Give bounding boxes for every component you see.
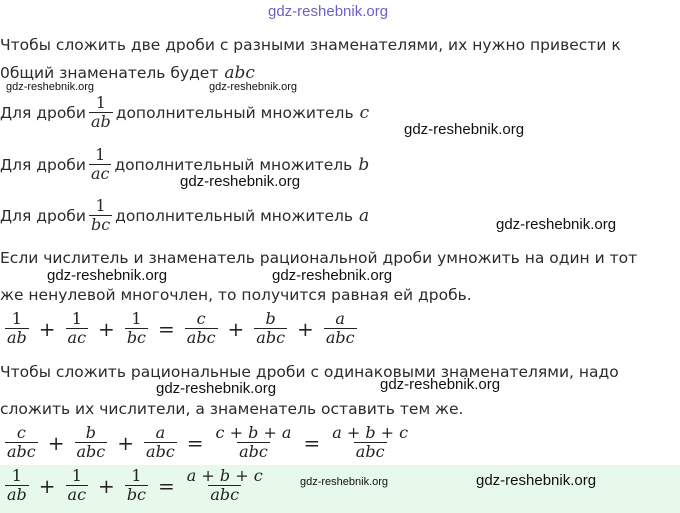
plus-sign: + — [98, 316, 115, 341]
fraction-numerator: 1 — [71, 466, 82, 485]
equals-sign: = — [158, 473, 175, 498]
equals-sign: = — [158, 316, 175, 341]
fraction — [144, 424, 177, 461]
fraction-numerator: a + b + c — [332, 423, 409, 442]
fraction-denominator: abc — [325, 328, 355, 347]
watermark: gdz-reshebnik.org — [6, 81, 95, 93]
fraction — [254, 310, 287, 347]
multiplier-value: a — [359, 205, 370, 226]
plus-sign: + — [98, 473, 115, 498]
fraction-denominator: abc — [7, 442, 36, 461]
fraction — [185, 310, 218, 347]
multiplier-prefix: Для дроби — [0, 155, 86, 174]
answer-equation — [2, 467, 268, 504]
multiplier-value: b — [358, 154, 370, 175]
fraction — [89, 197, 112, 234]
fraction-denominator: abc — [186, 328, 216, 347]
plus-sign: + — [38, 473, 56, 498]
fraction — [5, 467, 29, 504]
fraction-numerator: 1 — [131, 466, 142, 485]
fraction-numerator: c — [196, 309, 206, 328]
watermark: gdz-reshebnik.org — [209, 81, 298, 93]
fraction-numerator: 1 — [11, 466, 22, 485]
fraction-numerator: c — [16, 423, 26, 442]
fraction — [5, 424, 38, 461]
rule1-line-2: же ненулевой многочлен, то получится равная ей дробь. — [0, 286, 472, 304]
multiplier-suffix: дополнительный множитель — [114, 155, 353, 174]
fraction-numerator: a — [155, 423, 166, 442]
plus-sign: + — [297, 316, 314, 341]
fraction — [66, 310, 89, 347]
fraction-numerator: a — [335, 309, 345, 328]
multiplier-prefix: Для дроби — [0, 103, 86, 122]
fraction — [185, 467, 265, 504]
fraction-denominator: abc — [210, 485, 240, 504]
multiplier-row-3 — [0, 197, 369, 234]
watermark: gdz-reshebnik.org — [496, 216, 617, 233]
watermark: gdz-reshebnik.org — [180, 173, 301, 190]
fraction-denominator: bc — [126, 328, 147, 347]
fraction-denominator: ac — [67, 485, 87, 504]
intro-line-1: Чтобы сложить две дроби с разными знаменателями, их нужно привести к — [0, 36, 621, 54]
intro-line-2 — [0, 63, 255, 83]
common-denominator: abc — [224, 63, 255, 83]
fraction — [66, 467, 89, 504]
plus-sign: + — [38, 316, 56, 341]
fraction-denominator: bc — [126, 485, 147, 504]
equals-sign: = — [303, 430, 321, 455]
fraction-numerator: a + b + c — [186, 466, 263, 485]
rule2-line-2: сложить их числители, а знаменатель оставить тем же. — [0, 400, 464, 418]
fraction — [214, 424, 294, 461]
watermark: gdz-reshebnik.org — [404, 121, 525, 138]
fraction-numerator: 1 — [95, 196, 106, 215]
equals-sign: = — [186, 430, 204, 455]
equation-2 — [2, 424, 413, 461]
multiplier-suffix: дополнительный множитель — [115, 206, 354, 225]
plus-sign: + — [47, 430, 65, 455]
fraction-numerator: 1 — [11, 309, 22, 328]
fraction — [125, 310, 148, 347]
equation-1 — [2, 310, 360, 347]
fraction — [5, 310, 29, 347]
fraction-numerator: b — [265, 309, 276, 328]
fraction — [75, 424, 108, 461]
multiplier-prefix: Для дроби — [0, 206, 86, 225]
watermark: gdz-reshebnik.org — [272, 267, 393, 284]
fraction — [89, 94, 113, 131]
multiplier-value: c — [359, 102, 370, 123]
fraction-numerator: c + b + a — [215, 423, 292, 442]
fraction-numerator: 1 — [95, 145, 106, 164]
fraction-numerator: b — [85, 423, 97, 442]
fraction-denominator: ab — [90, 112, 111, 131]
fraction-denominator: ac — [67, 328, 87, 347]
fraction-denominator: ac — [90, 164, 110, 183]
fraction-numerator: 1 — [71, 309, 82, 328]
fraction-numerator: 1 — [95, 93, 106, 112]
fraction — [125, 467, 148, 504]
watermark: gdz-reshebnik.org — [47, 267, 168, 284]
watermark: gdz-reshebnik.org — [300, 476, 389, 488]
fraction — [324, 310, 357, 347]
watermark: gdz-reshebnik.org — [476, 472, 597, 489]
watermark: gdz-reshebnik.org — [156, 380, 277, 397]
fraction-denominator: ab — [7, 485, 27, 504]
multiplier-row-1 — [0, 94, 369, 131]
fraction-numerator: 1 — [131, 309, 142, 328]
fraction-denominator: abc — [355, 442, 385, 461]
watermark: gdz-reshebnik.org — [380, 376, 501, 393]
fraction — [330, 424, 410, 461]
multiplier-suffix: дополнительный множитель — [115, 103, 354, 122]
fraction-denominator: abc — [239, 442, 268, 461]
rule1-line-1: Если числитель и знаменатель рациональной дроби умножить на один и тот — [0, 249, 638, 267]
fraction-denominator: ab — [7, 328, 27, 347]
intro-text: 0бщий знаменатель будет — [0, 64, 219, 82]
rule2-line-1: Чтобы сложить рациональные дроби с одинаковыми знаменателями, надо — [0, 363, 619, 381]
fraction — [89, 146, 112, 183]
watermark-top[interactable]: gdz-reshebnik.org — [268, 3, 389, 20]
plus-sign: + — [117, 430, 135, 455]
fraction-denominator: abc — [256, 328, 286, 347]
fraction-denominator: bc — [90, 215, 111, 234]
fraction-denominator: abc — [76, 442, 106, 461]
plus-sign: + — [227, 316, 245, 341]
fraction-denominator: abc — [146, 442, 175, 461]
